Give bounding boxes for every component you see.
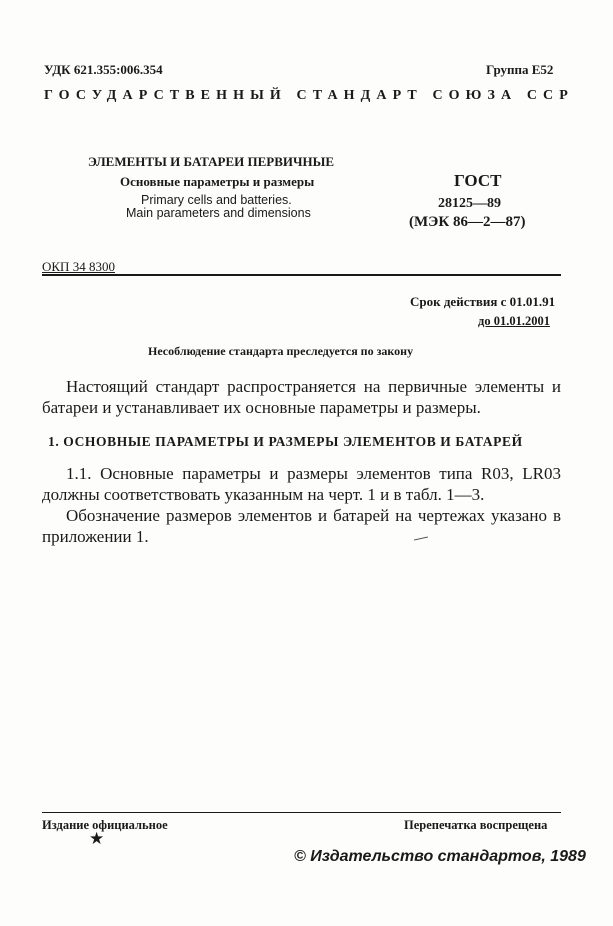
section-1-heading: 1. ОСНОВНЫЕ ПАРАМЕТРЫ И РАЗМЕРЫ ЭЛЕМЕНТОВ И БАТАРЕЙ: [48, 434, 523, 449]
footer-divider: [42, 812, 561, 813]
official-edition: Издание официальное: [42, 818, 168, 832]
okp-divider: [42, 274, 561, 276]
validity-to: до 01.01.2001: [478, 314, 550, 328]
law-notice: Несоблюдение стандарта преследуется по закону: [148, 344, 414, 358]
copyright-line: © Издательство стандартов, 1989: [294, 848, 586, 865]
gost-label: ГОСТ: [454, 171, 502, 190]
iec-reference: (МЭК 86—2—87): [409, 214, 526, 230]
group-code: Группа Е52: [486, 62, 554, 77]
gost-number: 28125—89: [438, 196, 501, 211]
title-en-line2: Main parameters and dimensions: [126, 206, 311, 220]
validity-from: Срок действия с 01.01.91: [410, 294, 556, 309]
state-standard-banner: ГОСУДАРСТВЕННЫЙ СТАНДАРТ СОЮЗА ССР: [44, 88, 574, 103]
section-1-designation-text: Обозначение размеров элементов и батарей на чертежах указано в приложении 1.: [42, 506, 561, 546]
intro-text: Настоящий стандарт распространяется на первичные элементы и батареи и устанавливает их основные параметры и размеры.: [42, 377, 561, 417]
title-ru-sub: Основные параметры и размеры: [120, 174, 315, 189]
reprint-prohibited: Перепечатка воспрещена: [404, 818, 548, 832]
section-1-body: [42, 463, 561, 547]
intro-paragraph: [42, 376, 561, 418]
star-icon: ★: [89, 829, 105, 848]
section-1-1-text: 1.1. Основные параметры и размеры элементов типа R03, LR03 должны соответствовать указанным на черт. 1 и в табл. 1—3.: [42, 464, 561, 504]
okp-code: ОКП 34 8300: [42, 259, 115, 274]
udk-code: УДК 621.355:006.354: [44, 62, 163, 77]
title-ru-main: ЭЛЕМЕНТЫ И БАТАРЕИ ПЕРВИЧНЫЕ: [88, 154, 335, 169]
title-en-line1: Primary cells and batteries.: [141, 193, 292, 207]
